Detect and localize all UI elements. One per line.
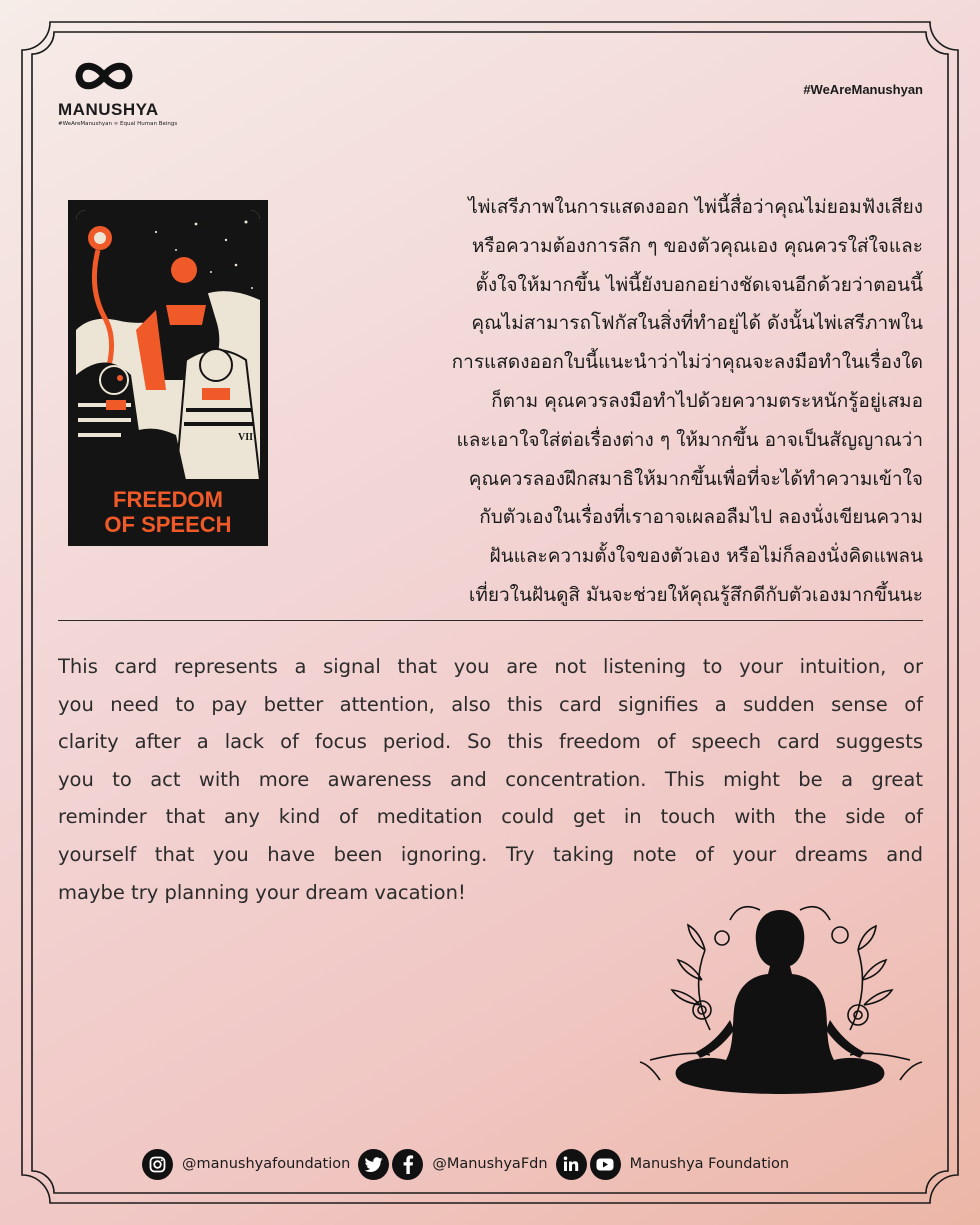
meditation-silhouette-illustration [630, 880, 930, 1120]
thai-line: ไพ่เสรีภาพในการแสดงออก ไพ่นี้สื่อว่าคุณไม่ยอมฟังเสียง [468, 196, 923, 218]
thai-line: ฝันและความตั้งใจของตัวเอง หรือไม่ก็ลองนั่งคิดแพลน [489, 545, 923, 568]
thai-line: การแสดงออกใบนี้แนะนำว่าไม่ว่าคุณจะลงมือทำในเรื่องใด [451, 351, 923, 374]
card-title-line1: FREEDOM [113, 487, 223, 512]
thai-line: คุณควรลองฝึกสมาธิให้มากขึ้นเพื่อที่จะได้ทำความเข้าใจ [468, 467, 923, 490]
manushya-logo [58, 58, 178, 127]
section-divider [58, 620, 923, 621]
instagram-icon[interactable] [142, 1149, 173, 1180]
brand-name: MANUSHYA [58, 100, 159, 119]
card-illustration [76, 210, 260, 480]
linkedin-icon[interactable] [556, 1149, 587, 1180]
hashtag: #WeAreManushyan [803, 82, 923, 97]
facebook-icon[interactable] [392, 1149, 423, 1180]
thai-description [285, 188, 923, 615]
english-line: you need to pay better attention, also this card signifies a sudden sense of [58, 692, 923, 716]
card-title [68, 487, 268, 537]
thai-line: คุณไม่สามารถโฟกัสในสิ่งที่ทำอยู่ได้ ดังนั้นไพ่เสรีภาพใน [471, 312, 923, 335]
thai-line: หรือความต้องการลึก ๆ ของตัวคุณเอง คุณควรใส่ใจและ [471, 234, 923, 257]
english-description [58, 648, 923, 911]
twitter-icon[interactable] [358, 1149, 389, 1180]
english-line: This card represents a signal that you are not listening to your intuition, or [58, 655, 923, 678]
thai-line: ก็ตาม คุณควรลงมือทำไปด้วยความตระหนักรู้อยู่เสมอ [491, 389, 923, 412]
english-line: clarity after a lack of focus period. So this freedom of speech card suggests [58, 730, 923, 754]
english-line: you to act with more awareness and concentration. This might be a great [58, 767, 923, 791]
brand-tagline: #WeAreManushyan ∞ Equal Human Beings [58, 121, 178, 127]
english-line: maybe try planning your dream vacation! [58, 880, 466, 904]
instagram-handle[interactable]: @manushyafoundation [182, 1156, 351, 1172]
thai-line: ตั้งใจให้มากขึ้น ไพ่นี้ยังบอกอย่างชัดเจนอีกด้วยว่าตอนนี้ [475, 273, 923, 296]
card-title-line2: OF SPEECH [104, 512, 232, 537]
youtube-linkedin-handle[interactable]: Manushya Foundation [629, 1156, 790, 1172]
youtube-icon[interactable] [590, 1149, 621, 1180]
social-footer [142, 1147, 797, 1181]
thai-line: และเอาใจใส่ต่อเรื่องต่าง ๆ ให้มากขึ้น อาจเป็นสัญญาณว่า [456, 428, 923, 451]
thai-line: กับตัวเองในเรื่องที่เราอาจเผลอลืมไป ลองนั่งเขียนความ [479, 506, 923, 529]
english-line: reminder that any kind of meditation could get in touch with the side of [58, 805, 923, 829]
thai-line: เที่ยวในฝันดูสิ มันจะช่วยให้คุณรู้สึกดีกับตัวเองมากขึ้นนะ [468, 583, 923, 606]
card-numeral: VII [238, 432, 254, 443]
english-line: yourself that you have been ignoring. Try taking note of your dreams and [58, 842, 923, 866]
twitter-facebook-handle[interactable]: @ManushyaFdn [432, 1156, 548, 1172]
infinity-icon [70, 58, 138, 94]
